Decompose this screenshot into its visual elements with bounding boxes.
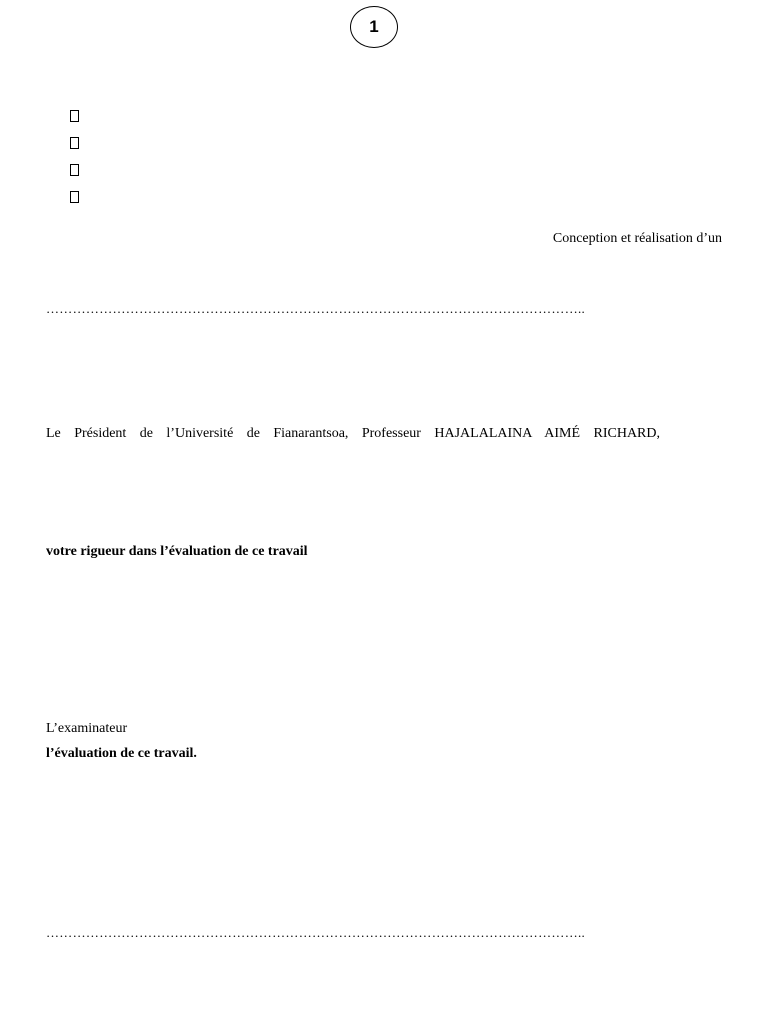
checkbox-icon	[70, 191, 79, 203]
evaluation-text: l’évaluation de ce travail.	[46, 746, 197, 761]
checkbox-icon	[70, 137, 79, 149]
page-number-badge	[350, 6, 398, 48]
president-text: Le Président de l’Université de Fianarantsoa, Professeur HAJALALAINA AIMÉ RICHARD,	[46, 426, 660, 441]
bullet-list	[70, 107, 79, 215]
list-item	[70, 188, 79, 215]
list-item	[70, 161, 79, 188]
list-item	[70, 107, 79, 134]
dotted-line-top: …………………………………………………………………………………………………………..	[46, 301, 586, 316]
checkbox-icon	[70, 110, 79, 122]
conception-text: Conception et réalisation d’un	[552, 231, 722, 246]
list-item	[70, 134, 79, 161]
examinateur-text: L’examinateur	[46, 721, 128, 736]
rigueur-text: votre rigueur dans l’évaluation de ce travail	[46, 544, 308, 559]
dotted-line-bottom: …………………………………………………………………………………………………………..	[46, 925, 586, 940]
page-number: 1	[369, 17, 379, 36]
checkbox-icon	[70, 164, 79, 176]
